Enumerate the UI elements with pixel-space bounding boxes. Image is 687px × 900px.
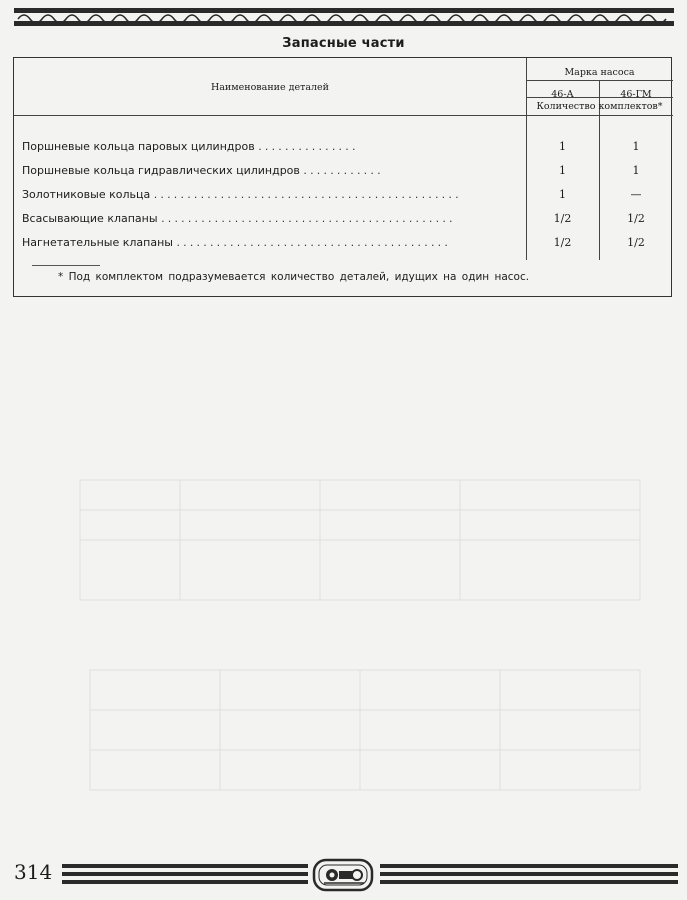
- header-part-name: Наименование деталей: [210, 81, 330, 93]
- value-46gm: —: [630, 188, 642, 201]
- table-row: [14, 188, 673, 210]
- section-title: Запасные части: [282, 36, 405, 51]
- part-name: Нагнетательные клапаны: [22, 236, 173, 249]
- top-border-ornament: [14, 8, 674, 26]
- table-row: [14, 164, 673, 186]
- show-through-background: [60, 300, 660, 840]
- pump-emblem-icon: [312, 858, 374, 892]
- value-46a: 1: [559, 164, 566, 177]
- page-number: 314: [14, 860, 53, 884]
- part-name: Поршневые кольца гидравлических цилиндров: [22, 164, 300, 177]
- value-46gm: 1: [632, 164, 640, 177]
- value-46a: 1/2: [553, 212, 572, 225]
- part-name: Всасывающие клапаны: [22, 212, 158, 225]
- header-column-46a: 46-А: [551, 89, 574, 100]
- part-name: Поршневые кольца паровых цилиндров: [22, 140, 255, 153]
- spare-parts-table: [13, 57, 672, 297]
- footnote: * Под комплектом подразумевается количество деталей, идущих на один насос.: [58, 271, 530, 283]
- leader-dots: ............: [303, 164, 384, 177]
- value-46a: 1/2: [553, 236, 572, 249]
- value-46a: 1: [559, 188, 566, 201]
- table-row: [14, 236, 673, 258]
- leader-dots: ............................................: [161, 212, 456, 225]
- header-rule: [526, 80, 673, 81]
- header-pump-model: Марка насоса: [564, 67, 635, 78]
- leader-dots: .........................................: [176, 236, 452, 249]
- table-row: [14, 140, 673, 162]
- leader-dots: ..............................................: [153, 188, 462, 201]
- header-column-46gm: 46-ГМ: [620, 89, 652, 100]
- value-46gm: 1/2: [627, 212, 645, 225]
- part-name: Золотниковые кольца: [22, 188, 151, 201]
- value-46gm: 1: [632, 140, 640, 153]
- value-46gm: 1/2: [627, 236, 645, 249]
- leader-dots: ...............: [258, 140, 359, 153]
- footnote-rule: [32, 265, 100, 266]
- header-quantity: Количество комплектов*: [536, 101, 663, 112]
- value-46a: 1: [559, 140, 566, 153]
- table-row: [14, 212, 673, 234]
